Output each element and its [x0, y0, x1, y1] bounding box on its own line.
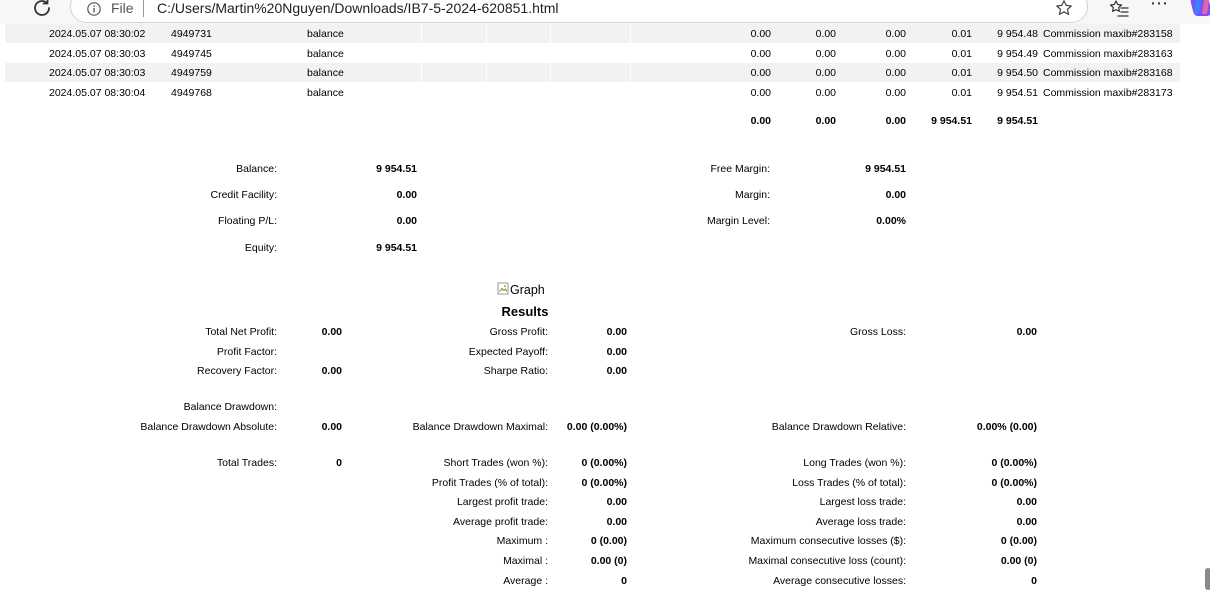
total-value: 0.00: [750, 115, 771, 127]
gross-profit-value: 0.00: [606, 326, 627, 338]
deal-time: 2024.05.07 08:30:02: [49, 28, 146, 40]
average-value: 0: [621, 575, 627, 587]
balance-label: Balance:: [236, 163, 277, 175]
balance-value: 9 954.51: [376, 163, 417, 175]
deal-value: 0.00: [750, 28, 771, 40]
deal-time: 2024.05.07 08:30:03: [49, 67, 146, 79]
deal-balance: 9 954.51: [997, 87, 1038, 99]
deal-value: 0.01: [951, 87, 972, 99]
margin-level-value: 0.00%: [876, 215, 906, 227]
sharpe-ratio-label: Sharpe Ratio:: [483, 365, 548, 377]
maximal-label: Maximal :: [503, 555, 548, 567]
max-consecutive-losses-value: 0 (0.00): [1000, 535, 1037, 547]
cell-divider: [550, 63, 551, 82]
balance-drawdown-maximal-label: Balance Drawdown Maximal:: [412, 421, 548, 433]
total-value: 0.00: [815, 115, 836, 127]
deal-value: 0.01: [951, 48, 972, 60]
deal-id: 4949759: [171, 67, 212, 79]
cell-divider: [486, 63, 487, 82]
gross-loss-value: 0.00: [1016, 326, 1037, 338]
deal-comment: Commission maxib#283173: [1043, 87, 1173, 99]
profit-trades-label: Profit Trades (% of total):: [431, 477, 548, 489]
cell-divider: [630, 63, 631, 82]
maximal-value: 0.00 (0): [590, 555, 627, 567]
average-profit-trade-value: 0.00: [606, 516, 627, 528]
deal-value: 0.00: [750, 48, 771, 60]
total-value: 9 954.51: [931, 115, 972, 127]
free-margin-label: Free Margin:: [710, 163, 770, 175]
cell-divider: [630, 24, 631, 43]
deal-balance: 9 954.49: [997, 48, 1038, 60]
reload-icon[interactable]: [30, 0, 54, 20]
deal-comment: Commission maxib#283158: [1043, 28, 1173, 40]
address-bar[interactable]: [70, 0, 1088, 23]
deal-value: 0.00: [885, 67, 906, 79]
largest-profit-trade-label: Largest profit trade:: [456, 496, 548, 508]
graph-image-alt: Graph: [510, 283, 545, 297]
scrollbar-thumb[interactable]: [1205, 568, 1210, 590]
deal-value: 0.00: [885, 48, 906, 60]
results-title: Results: [501, 304, 549, 319]
deal-value: 0.00: [815, 28, 836, 40]
largest-loss-trade-label: Largest loss trade:: [819, 496, 906, 508]
average-consecutive-losses-value: 0: [1031, 575, 1037, 587]
deal-value: 0.00: [885, 87, 906, 99]
expected-payoff-label: Expected Payoff:: [468, 346, 548, 358]
balance-drawdown-label: Balance Drawdown:: [183, 401, 277, 413]
equity-value: 9 954.51: [376, 242, 417, 254]
browser-toolbar: [0, 0, 1210, 24]
largest-profit-trade-value: 0.00: [606, 496, 627, 508]
favorites-icon[interactable]: [1109, 0, 1129, 19]
credit-facility-label: Credit Facility:: [210, 189, 277, 201]
deal-value: 0.00: [815, 87, 836, 99]
deal-type: balance: [307, 48, 344, 60]
maximum-label: Maximum :: [496, 535, 548, 547]
address-separator: [143, 0, 144, 17]
favorite-star-icon[interactable]: [1055, 0, 1073, 17]
total-net-profit-label: Total Net Profit:: [205, 326, 277, 338]
maximal-consecutive-loss-label: Maximal consecutive loss (count):: [748, 555, 906, 567]
deal-value: 0.00: [750, 67, 771, 79]
loss-trades-value: 0 (0.00%): [991, 477, 1037, 489]
average-loss-trade-value: 0.00: [1016, 516, 1037, 528]
maximum-value: 0 (0.00): [590, 535, 627, 547]
cell-divider: [421, 24, 422, 43]
deal-time: 2024.05.07 08:30:04: [49, 87, 146, 99]
balance-drawdown-relative-value: 0.00% (0.00): [976, 421, 1037, 433]
cell-divider: [550, 24, 551, 43]
deal-id: 4949731: [171, 28, 212, 40]
deal-value: 0.01: [951, 67, 972, 79]
sharpe-ratio-value: 0.00: [606, 365, 627, 377]
balance-drawdown-absolute-label: Balance Drawdown Absolute:: [140, 421, 277, 433]
average-profit-trade-label: Average profit trade:: [453, 516, 548, 528]
average-label: Average :: [503, 575, 548, 587]
floating-pl-value: 0.00: [396, 215, 417, 227]
max-consecutive-losses-label: Maximum consecutive losses ($):: [750, 535, 906, 547]
total-trades-value: 0: [336, 457, 342, 469]
copilot-icon[interactable]: [1190, 0, 1210, 18]
equity-label: Equity:: [244, 242, 277, 254]
recovery-factor-value: 0.00: [321, 365, 342, 377]
deal-balance: 9 954.48: [997, 28, 1038, 40]
deal-value: 0.00: [750, 87, 771, 99]
total-trades-label: Total Trades:: [216, 457, 277, 469]
cell-divider: [421, 63, 422, 82]
gross-profit-label: Gross Profit:: [489, 326, 548, 338]
free-margin-value: 9 954.51: [865, 163, 906, 175]
url-text[interactable]: C:/Users/Martin%20Nguyen/Downloads/IB7-5-2024-620851.html: [157, 0, 559, 16]
balance-drawdown-absolute-value: 0.00: [321, 421, 342, 433]
deal-comment: Commission maxib#283163: [1043, 48, 1173, 60]
total-net-profit-value: 0.00: [321, 326, 342, 338]
broken-image-icon: [497, 282, 509, 295]
short-trades-label: Short Trades (won %):: [443, 457, 548, 469]
largest-loss-trade-value: 0.00: [1016, 496, 1037, 508]
long-trades-value: 0 (0.00%): [991, 457, 1037, 469]
floating-pl-label: Floating P/L:: [218, 215, 277, 227]
deal-value: 0.01: [951, 28, 972, 40]
profit-factor-label: Profit Factor:: [216, 346, 277, 358]
credit-facility-value: 0.00: [396, 189, 417, 201]
gross-loss-label: Gross Loss:: [849, 326, 906, 338]
deal-id: 4949768: [171, 87, 212, 99]
info-icon[interactable]: [87, 2, 101, 16]
more-icon[interactable]: ⋯: [1150, 0, 1169, 13]
profit-trades-value: 0 (0.00%): [581, 477, 627, 489]
total-balance: 9 954.51: [997, 115, 1038, 127]
balance-drawdown-relative-label: Balance Drawdown Relative:: [771, 421, 906, 433]
recovery-factor-label: Recovery Factor:: [197, 365, 277, 377]
deal-type: balance: [307, 28, 344, 40]
cell-divider: [486, 24, 487, 43]
short-trades-value: 0 (0.00%): [581, 457, 627, 469]
deal-value: 0.00: [885, 28, 906, 40]
deal-balance: 9 954.50: [997, 67, 1038, 79]
margin-value: 0.00: [885, 189, 906, 201]
deal-value: 0.00: [815, 67, 836, 79]
margin-level-label: Margin Level:: [706, 215, 770, 227]
deal-comment: Commission maxib#283168: [1043, 67, 1173, 79]
loss-trades-label: Loss Trades (% of total):: [792, 477, 906, 489]
total-value: 0.00: [885, 115, 906, 127]
maximal-consecutive-loss-value: 0.00 (0): [1000, 555, 1037, 567]
deal-type: balance: [307, 87, 344, 99]
deal-type: balance: [307, 67, 344, 79]
margin-label: Margin:: [734, 189, 770, 201]
long-trades-label: Long Trades (won %):: [803, 457, 906, 469]
balance-drawdown-maximal-value: 0.00 (0.00%): [566, 421, 627, 433]
file-scheme-label: File: [111, 0, 134, 16]
average-consecutive-losses-label: Average consecutive losses:: [773, 575, 906, 587]
deal-value: 0.00: [815, 48, 836, 60]
deal-time: 2024.05.07 08:30:03: [49, 48, 146, 60]
deal-id: 4949745: [171, 48, 212, 60]
expected-payoff-value: 0.00: [606, 346, 627, 358]
average-loss-trade-label: Average loss trade:: [815, 516, 906, 528]
